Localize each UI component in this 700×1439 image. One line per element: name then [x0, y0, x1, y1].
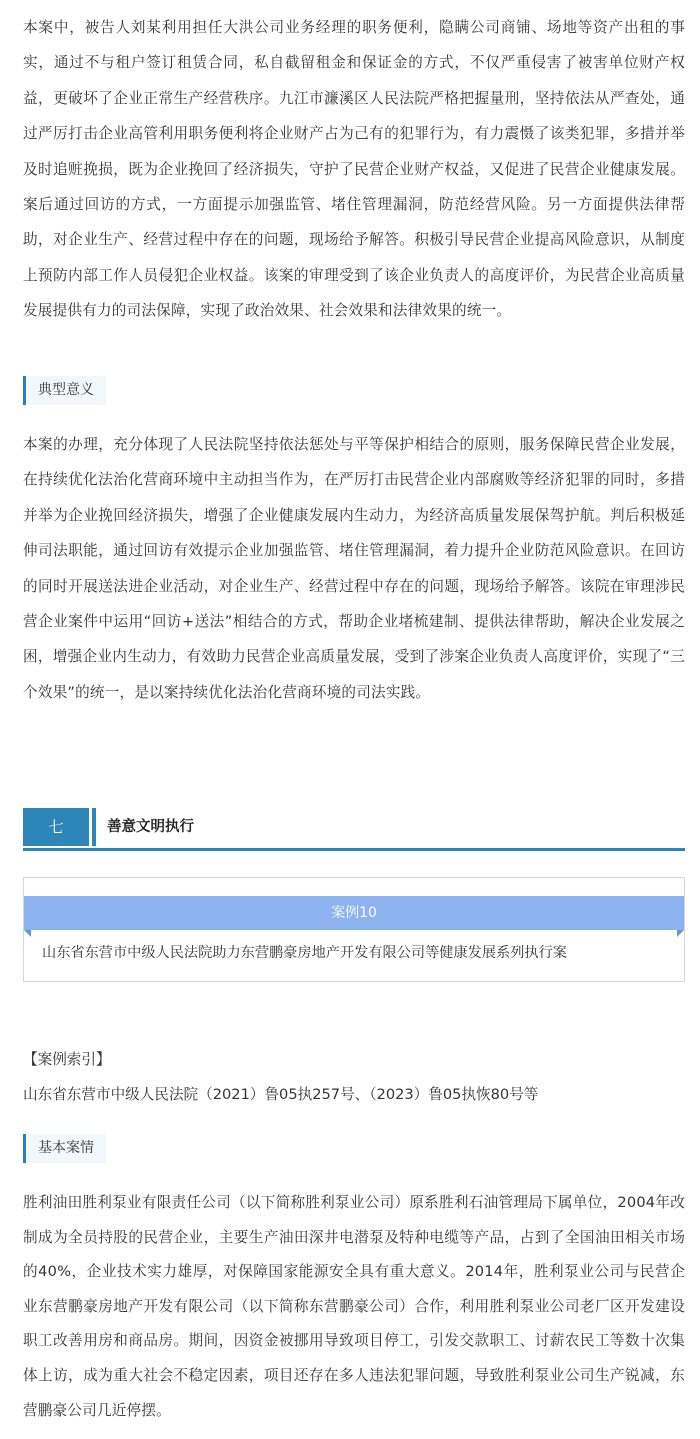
- banner-fold-left: [24, 930, 31, 937]
- section-label-basic-facts: 基本案情: [23, 1134, 106, 1163]
- chapter-header: [23, 808, 685, 853]
- banner-fold-right: [677, 930, 684, 937]
- case-analysis-paragraph: 本案中，被告人刘某利用担任大洪公司业务经理的职务便利，隐瞒公司商铺、场地等资产出租的事实，通过不与租户签订租赁合同，私自截留租金和保证金的方式，不仅严重侵害了被害单位财产权益，更破坏了企业正常生产经营秩序。九江市濂溪区人民法院严格把握量刑，坚持依法从严查处，通过严厉打击企业高管利用职务便利将企业财产占为己有的犯罪行为，有力震慑了该类犯罪，多措并举及时追赃挽损，既为企业挽回了经济损失，守护了民营企业财产权益，又促进了民营企业健康发展。案后通过回访的方式，一方面提示加强监管、堵住管理漏洞，防范经营风险。另一方面提供法律帮助，对企业生产、经营过程中存在的问题，现场给予解答。积极引导民营企业提高风险意识，从制度上预防内部工作人员侵犯企业权益。该案的审理受到了该企业负责人的高度评价，为民营企业高质量发展提供有力的司法保障，实现了政治效果、社会效果和法律效果的统一。: [23, 19, 685, 320]
- chapter-number: 七: [23, 808, 89, 846]
- basic-facts-paragraph: 胜利油田胜利泵业有限责任公司（以下简称胜利泵业公司）原系胜利石油管理局下属单位，2004年改制成为全员持股的民营企业，主要生产油田深井电潜泵及特种电缆等产品，占到了全国油田相关市场的40%，企业技术实力雄厚，对保障国家能源安全具有重大意义。2014年，胜利泵业公司与民营企业东营鹏豪房地产开发有限公司（以下简称东营鹏豪公司）合作，利用胜利泵业公司老厂区开发建设职工改善用房和商品房。期间，因资金被挪用导致项目停工，引发交款职工、讨薪农民工等数十次集体上访，成为重大社会不稳定因素，项目还存在多人违法犯罪问题，导致胜利泵业公司生产锐减，东营鹏豪公司几近停摆。: [23, 1194, 685, 1419]
- case-index-text: 山东省东营市中级人民法院（2021）鲁05执257号、（2023）鲁05执恢80号等: [23, 1086, 539, 1103]
- significance-paragraph: 本案的办理，充分体现了人民法院坚持依法惩处与平等保护相结合的原则，服务保障民营企业发展，在持续优化法治化营商环境中主动担当作为，在严厉打击民营企业内部腐败等经济犯罪的同时，多措并举为企业挽回经济损失，增强了企业健康发展内生动力，为经济高质量发展保驾护航。判后积极延伸司法职能，通过回访有效提示企业加强监管、堵住管理漏洞，着力提升企业防范风险意识。在回访的同时开展送法进企业活动，对企业生产、经营过程中存在的问题，现场给予解答。该院在审理涉民营企业案件中运用“回访+送法”相结合的方式，帮助企业堵梳建制、提供法律帮助，解决企业发展之困，增强企业内生动力，有效助力民营企业高质量发展，受到了涉案企业负责人高度评价，实现了“三个效果”的统一，是以案持续优化法治化营商环境的司法实践。: [23, 436, 685, 701]
- case-card: [23, 877, 685, 982]
- case-number: 案例10: [331, 905, 377, 921]
- chapter-underline: [23, 848, 685, 851]
- section-label-significance: 典型意义: [23, 376, 106, 405]
- case-banner: [24, 896, 684, 930]
- chapter-divider-bar: [92, 808, 96, 846]
- chapter-title: 善意文明执行: [107, 819, 194, 835]
- case-index-label: 【案例索引】: [23, 1051, 111, 1068]
- case-title: 山东省东营市中级人民法院助力东营鹏豪房地产开发有限公司等健康发展系列执行案: [42, 945, 567, 961]
